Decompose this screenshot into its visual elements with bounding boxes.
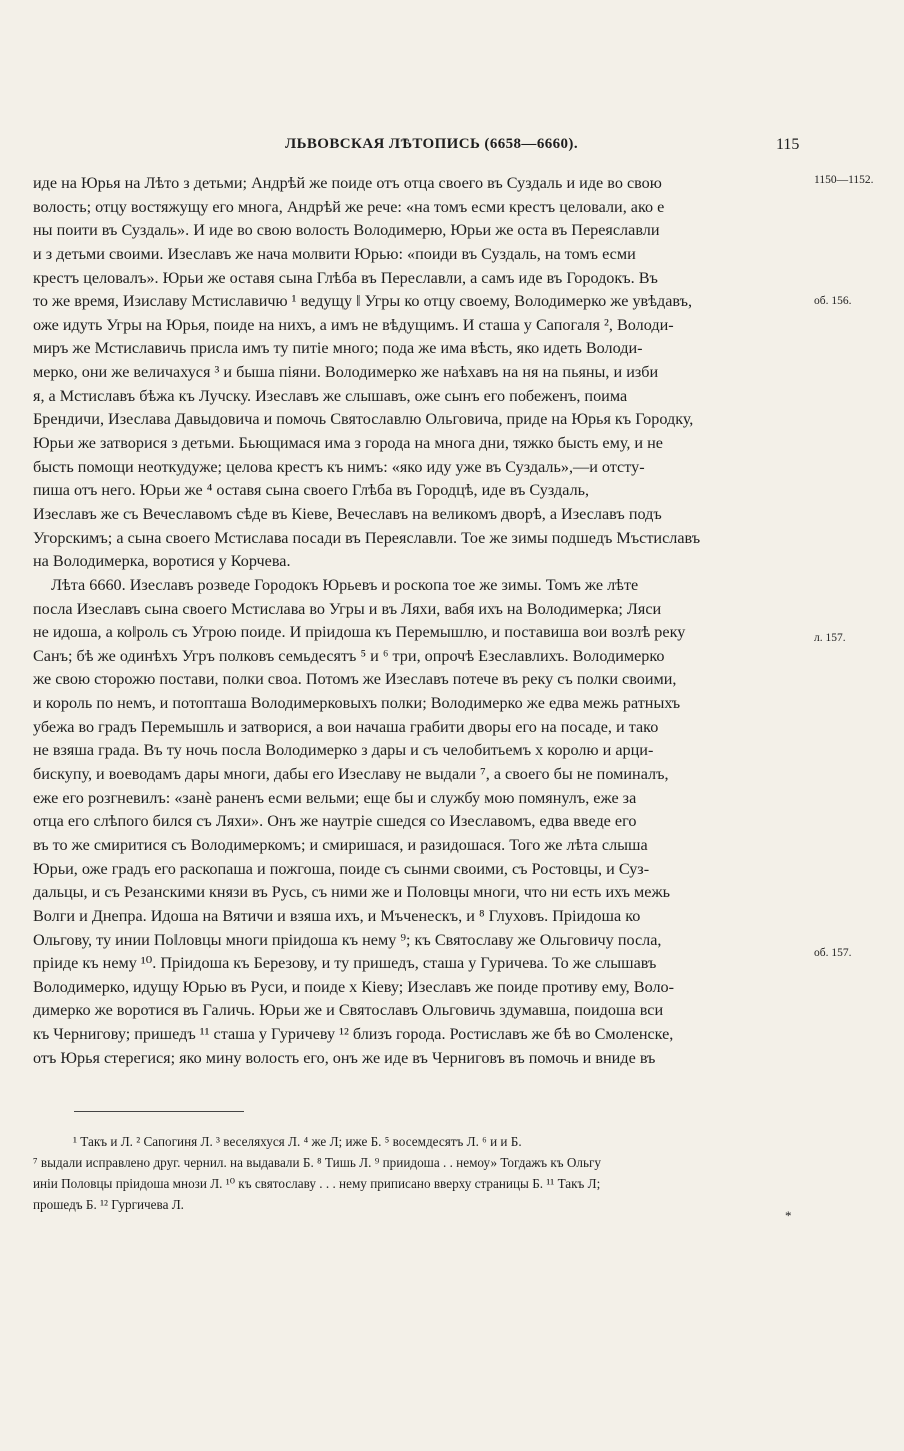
text-line: мерко, они же величахуся ³ и быша піяни. Володимерко же наѣхавъ на ня на пьяны, и изби [33, 363, 659, 382]
text-line: на Володимерка, воротися у Корчева. [33, 552, 291, 571]
footnote-divider [74, 1111, 244, 1112]
page-number: 115 [776, 136, 800, 153]
text-line: Угорскимъ; а сына своего Мстислава посади въ Переяславли. Тое же зимы подшедъ Мъстиславъ [33, 528, 701, 547]
text-line: крестъ целовалъ». Юрьи же оставя сына Глѣба въ Переславли, а самъ иде въ Городокъ. Въ [33, 268, 658, 287]
text-line: ны поити въ Суздаль». И иде во свою волость Володимерю, Юрьи же оста въ Переяславли [33, 221, 660, 240]
text-line: дальцы, и съ Резанскими князи въ Русь, съ ними же и Половцы многи, что ни есть ихъ межь [33, 883, 671, 902]
text-line: волость; отцу востяжущу его многа, Андрѣй же рече: «на томъ есми крестъ целовали, ако е [33, 197, 665, 216]
text-line: Юрьи же затворися з детьми. Бьющимася има з города на многа дни, тяжко бысть ему, и не [33, 434, 663, 453]
signature-mark: * [785, 1208, 792, 1223]
footnote-line: ¹ Такъ и Л. ² Сапогиня Л. ³ веселяхуся Л. ⁴ же Л; иже Б. ⁵ восемдесятъ Л. ⁶ и и Б. [73, 1134, 522, 1149]
text-line: иде на Юрья на Лѣто з детьми; Андрѣй же поиде отъ отца своего въ Суздаль и иде во свою [33, 174, 662, 192]
text-line: оже идуть Угры на Юрья, поиде на нихъ, а имъ не вѣдущимъ. И сташа у Сапогаля ², Володи- [33, 315, 674, 334]
margin-note-years: 1150—1152. [814, 174, 874, 186]
footnote-line: иніи Половцы пріидоша мнози Л. ¹⁰ къ святославу . . . нему приписано вверху страницы Б. ¹¹ Такъ Л; [33, 1176, 601, 1191]
main-text [33, 172, 809, 1070]
text-line: Волги и Днепра. Идоша на Вятичи и взяша ихъ, и Мъченескъ, и ⁸ Глуховъ. Пріидоша ко [33, 906, 641, 925]
text-line: отца его слѣпого бился съ Ляхи». Онъ же наутріе сшедся со Изеславомъ, едва введе его [33, 812, 637, 831]
text-line: бысть помощи неоткудуже; целова крестъ къ нимъ: «яко иду уже въ Суздаль»,—и отсту- [33, 457, 645, 476]
text-line: то же время, Изиславу Мстиславичю ¹ ведущу ‖ Угры ко отцу своему, Володимерко же увѣдавъ, [33, 292, 693, 311]
text-line: димерко же воротися въ Галичь. Юрьи же и Святославъ Ольговичь здумавша, поидоша вси [33, 1001, 664, 1020]
text-line: Лѣта 6660. Изеславъ розведе Городокъ Юрьевъ и роскопа тое же зимы. Томъ же лѣте [51, 575, 639, 594]
text-line: и з детьми своими. Изеславъ же нача молвити Юрью: «поиди въ Суздаль, на томъ есми [33, 244, 636, 263]
footnote-line: прошедъ Б. ¹² Гургичева Л. [33, 1197, 184, 1212]
margin-note-folio: об. 157. [814, 947, 852, 959]
text-line: миръ же Мстиславичь присла имъ ту питіе много; пода же има вѣсть, яко идеть Володи- [33, 339, 643, 358]
text-line: не идоша, а ко‖роль съ Угрою поиде. И пріидоша къ Перемышлю, и поставиша вои возлѣ реку [33, 623, 686, 642]
text-line: Санъ; бѣ же одинѣхъ Угръ полковъ семьдесятъ ⁵ и ⁶ три, опрочѣ Езеславлихъ. Володимерко [33, 646, 665, 665]
text-line: еже его розгневилъ: «занѐ раненъ есми вельми; еще бы и службу мою помянулъ, еже за [33, 788, 637, 807]
text-line: бискупу, и воеводамъ дары многи, дабы его Изеславу не выдали ⁷, а своего бы не поминалъ, [33, 765, 669, 784]
header-title: ЛЬВОВСКАЯ ЛѢТОПИСЬ (6658—6660). [285, 136, 578, 152]
text-line: Ольгову, ту инии По‖ловцы многи пріидоша къ нему ⁹; къ Святославу же Ольговичу посла, [33, 930, 662, 949]
text-line: въ то же смиритися съ Володимеркомъ; и смиришася, и разидошася. Того же лѣта слыша [33, 835, 648, 854]
footnotes [33, 1131, 823, 1215]
text-line: же свою сторожю постави, полки своа. Потомъ же Изеславъ потече въ реку съ полки своими, [33, 670, 677, 689]
text-line: Изеславъ же съ Вечеславомъ сѣде въ Кіеве, Вечеславъ на великомъ дворѣ, а Изеславъ подъ [33, 504, 662, 523]
footnote-line: ⁷ выдали исправлено друг. чернил. на выдавали Б. ⁸ Тишь Л. ⁹ приидоша . . немоу» Тогдажъ къ Ольгу [33, 1155, 601, 1170]
text-line: и король по немъ, и потопташа Володимерковыхъ полки; Володимерко же едва межь ратныхъ [33, 694, 681, 713]
text-line: отъ Юрья стерегися; яко мину волость его, онъ же иде въ Черниговъ въ помочь и вниде въ [33, 1048, 656, 1067]
text-line: не взяша града. Въ ту ночь посла Володимерко з дары и съ челобитьемъ х королю и арци- [33, 741, 654, 760]
text-line: Володимерко, идущу Юрью въ Руси, и поиде х Кіеву; Изеславъ же поиде противу ему, Воло- [33, 977, 675, 996]
text-line: къ Чернигову; пришедъ ¹¹ сташа у Гуричеву ¹² близъ города. Ростиславъ же бѣ во Смоленске, [33, 1025, 674, 1044]
text-line: Брендичи, Изеслава Давыдовича и помочь Святославлю Ольговича, приде на Юрья къ Городку, [33, 410, 694, 429]
text-line: Юрьи, оже градъ его раскопаша и пожгоша, поиде съ сынми своими, съ Ростовцы, и Суз- [33, 859, 650, 878]
margin-note-folio: об. 156. [814, 295, 852, 307]
text-line: я, а Мстиславъ бѣжа къ Лучску. Изеславъ же слышавъ, оже сынъ его побеженъ, поима [33, 386, 628, 405]
text-line: пиша отъ него. Юрьи же ⁴ оставя сына своего Глѣба въ Городцѣ, иде въ Суздаль, [33, 481, 590, 500]
text-line: пріиде къ нему ¹⁰. Пріидоша къ Березову, и ту пришедъ, сташа у Гуричева. То же слышавъ [33, 954, 657, 973]
text-line: убежа во градъ Перемышль и затворися, а вои начаша грабити дворы его на посаде, и тако [33, 717, 659, 736]
running-header [0, 136, 904, 158]
text-line: посла Изеславъ сына своего Мстислава во Угры и въ Ляхи, вабя ихъ на Володимерка; Ляси [33, 599, 662, 618]
margin-note-folio: л. 157. [814, 632, 846, 644]
